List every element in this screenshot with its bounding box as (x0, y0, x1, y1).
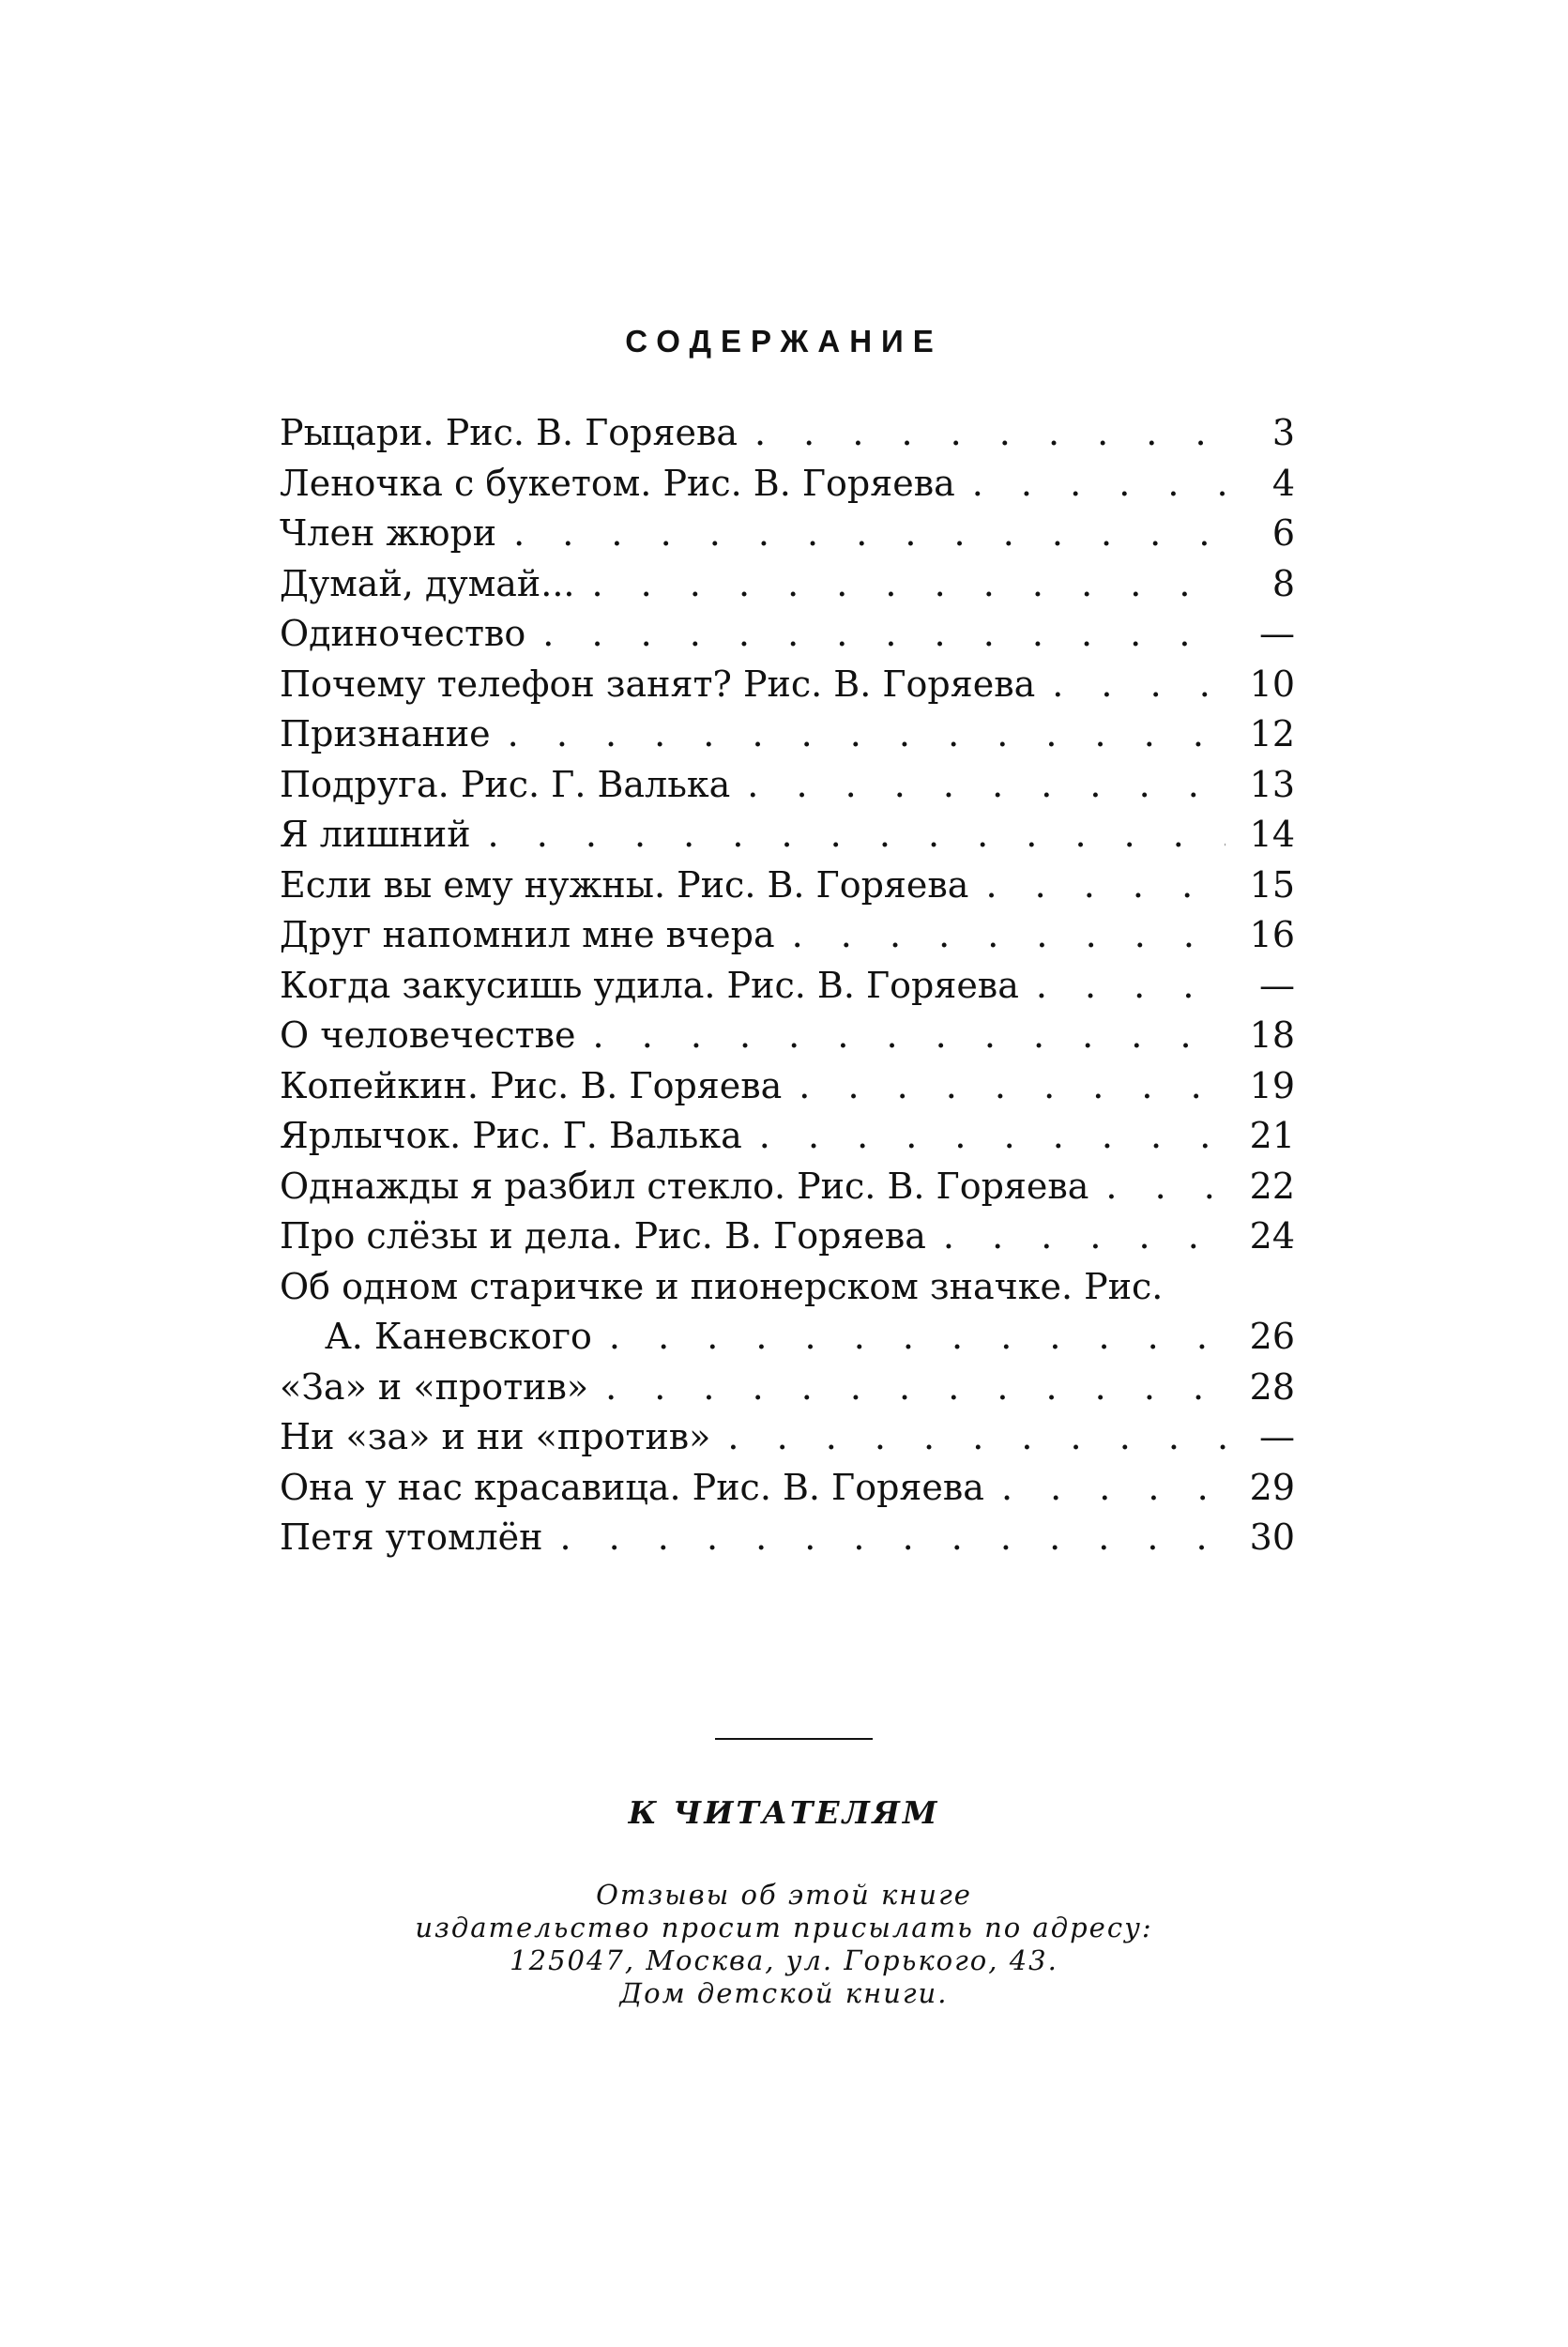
toc-entry-page: 8 (1271, 562, 1295, 604)
toc-entry-title: Думай, думай... (280, 562, 575, 604)
contents-heading: СОДЕРЖАНИЕ (625, 324, 943, 358)
toc-entry-title: Однажды я разбил стекло. Рис. В. Горяева (280, 1165, 1089, 1207)
toc-entry-line-first (280, 1262, 1295, 1313)
toc-entry (280, 459, 1295, 510)
toc-entry-page: 19 (1249, 1064, 1295, 1106)
toc-entry-title: Об одном старичке и пионерском значке. Рис. (280, 1265, 1164, 1307)
toc-entry-page: 24 (1249, 1215, 1295, 1257)
toc-entry-title: Когда закусишь удила. Рис. В. Горяева (280, 964, 1019, 1006)
toc-entry-page: — (1259, 964, 1295, 1006)
dot-leader (591, 559, 1225, 610)
toc-entry (280, 609, 1295, 660)
readers-notice-address: 125047, Москва, ул. Горького, 43. (510, 1944, 1058, 1976)
toc-entry (280, 961, 1295, 1012)
toc-entry-page: 6 (1271, 512, 1295, 554)
toc-entry-page: 18 (1249, 1014, 1295, 1056)
toc-entry-title: Член жюри (280, 512, 497, 554)
toc-entry-title: Ярлычок. Рис. Г. Валька (280, 1115, 742, 1156)
toc-entry (280, 760, 1295, 811)
dot-leader (508, 709, 1225, 760)
toc-entry-title: Почему телефон занят? Рис. В. Горяева (280, 663, 1036, 705)
toc-entry (280, 1312, 1295, 1363)
toc-entry-page: 16 (1249, 914, 1295, 955)
toc-entry (280, 1111, 1295, 1162)
toc-entry-title: Если вы ему нужны. Рис. В. Горяева (280, 863, 969, 906)
toc-entry-title: Друг напомнил мне вчера (280, 914, 775, 955)
toc-entry (280, 910, 1295, 961)
toc-entry-title: Она у нас красавица. Рис. В. Горяева (280, 1466, 984, 1508)
table-of-contents (280, 408, 1295, 1563)
dot-leader (792, 910, 1225, 961)
dot-leader (943, 1212, 1225, 1262)
dot-leader (972, 459, 1225, 510)
toc-entry (280, 810, 1295, 861)
toc-entry-title: Я лишний (280, 814, 471, 855)
dot-leader (488, 810, 1225, 861)
dot-leader (605, 1363, 1225, 1413)
toc-entry-page: — (1259, 613, 1295, 654)
dot-leader (1105, 1162, 1225, 1212)
dot-leader (1001, 1463, 1225, 1514)
toc-entry (280, 861, 1295, 911)
toc-entry (280, 1412, 1295, 1463)
toc-entry-title: Ни «за» и ни «против» (280, 1416, 711, 1457)
toc-entry (280, 1363, 1295, 1413)
dot-leader (609, 1312, 1225, 1363)
toc-entry-page: 13 (1249, 763, 1295, 805)
section-divider (715, 1738, 873, 1740)
dot-leader (985, 861, 1225, 911)
toc-entry (280, 1011, 1295, 1061)
readers-notice-line: Дом детской книги. (619, 1977, 949, 2009)
toc-entry-title: Признание (280, 713, 491, 754)
readers-notice-line: издательство просит присылать по адресу: (415, 1912, 1153, 1943)
toc-entry-page: — (1259, 1416, 1295, 1457)
toc-entry-page: 12 (1249, 713, 1295, 754)
toc-entry (280, 509, 1295, 559)
dot-leader (593, 1011, 1225, 1061)
toc-entry-page: 22 (1249, 1165, 1295, 1207)
toc-entry-title: Подруга. Рис. Г. Валька (280, 763, 731, 805)
dot-leader (754, 408, 1225, 459)
toc-entry-title-continued: А. Каневского (325, 1316, 592, 1357)
toc-entry-title: Про слёзы и дела. Рис. В. Горяева (280, 1215, 926, 1257)
dot-leader (799, 1061, 1225, 1112)
toc-entry (280, 1061, 1295, 1112)
toc-entry (280, 1463, 1295, 1514)
toc-entry-page: 15 (1249, 863, 1295, 906)
toc-entry (280, 559, 1295, 610)
toc-entry-page: 29 (1249, 1466, 1295, 1508)
dot-leader (747, 760, 1225, 811)
toc-entry (280, 408, 1295, 459)
toc-entry (280, 1513, 1295, 1563)
dot-leader (1052, 660, 1225, 710)
toc-entry-page: 14 (1249, 814, 1295, 855)
readers-notice-line: Отзывы об этой книге (596, 1879, 972, 1911)
toc-entry-title: «За» и «против» (280, 1365, 589, 1408)
toc-entry-title: Петя утомлён (280, 1516, 543, 1558)
readers-notice (0, 1879, 1568, 2010)
toc-entry-page: 4 (1271, 462, 1295, 504)
dot-leader (727, 1412, 1225, 1463)
toc-entry-title: Копейкин. Рис. В. Горяева (280, 1064, 783, 1106)
toc-entry-page: 30 (1249, 1516, 1295, 1558)
toc-entry-page: 21 (1249, 1115, 1295, 1156)
toc-entry-page: 3 (1271, 412, 1295, 453)
dot-leader (542, 609, 1225, 660)
toc-entry-title: О человечестве (280, 1014, 576, 1056)
toc-entry (280, 1162, 1295, 1212)
readers-heading: К ЧИТАТЕЛЯМ (628, 1794, 940, 1831)
dot-leader (759, 1111, 1225, 1162)
toc-entry-page: 10 (1249, 663, 1295, 705)
toc-entry-page: 28 (1249, 1365, 1295, 1408)
toc-entry-title: Одиночество (280, 613, 526, 654)
dot-leader (559, 1513, 1225, 1563)
toc-entry-page: 26 (1249, 1316, 1295, 1357)
dot-leader (513, 509, 1225, 559)
toc-entry-title: Рыцари. Рис. В. Горяева (280, 412, 738, 453)
toc-entry (280, 660, 1295, 710)
toc-entry (280, 1212, 1295, 1262)
toc-entry (280, 709, 1295, 760)
dot-leader (1036, 961, 1225, 1012)
toc-entry-title: Леночка с букетом. Рис. В. Горяева (280, 462, 955, 504)
